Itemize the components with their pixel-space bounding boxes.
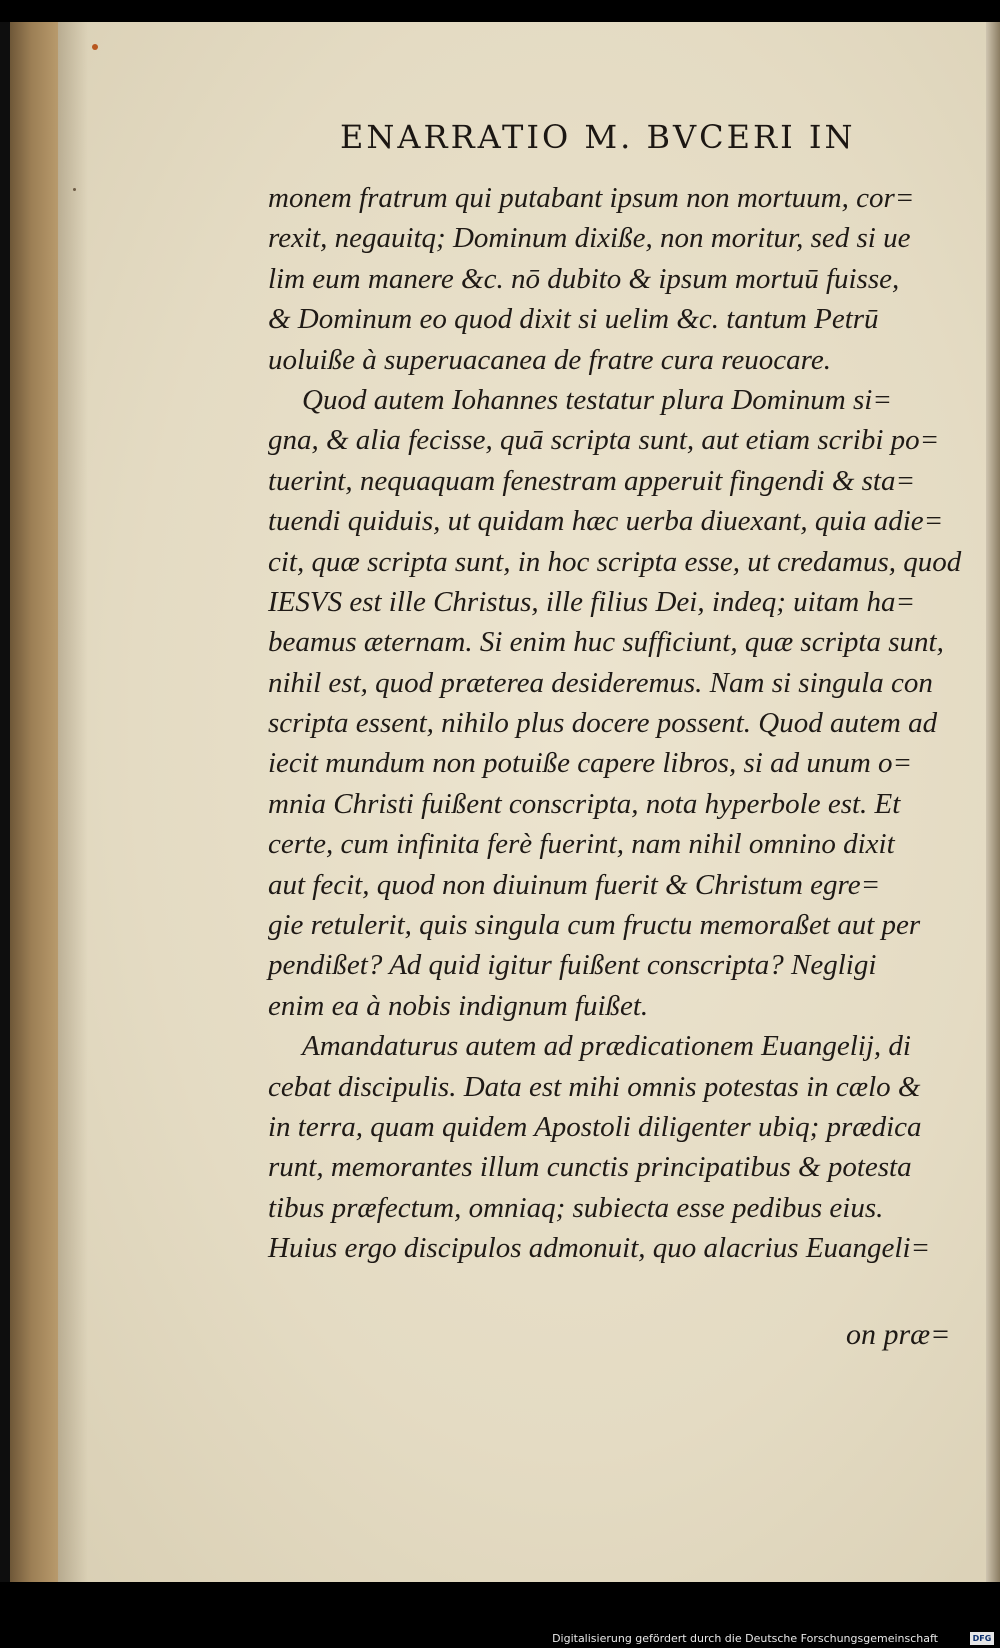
text-line: tibus præfectum, omniaq; subiecta esse pedibus eius. <box>268 1191 884 1224</box>
paper-stain <box>92 44 98 50</box>
text-line: gie retulerit, quis singula cum fructu memoraßet aut per <box>268 909 921 942</box>
text-line: pendißet? Ad quid igitur fuißent conscripta? Negligi <box>268 949 877 982</box>
text-line: rexit, negauitq; Dominum dixiße, non moritur, sed si ue <box>268 222 911 255</box>
book-page-edge <box>10 22 58 1582</box>
text-line: Huius ergo discipulos admonuit, quo alacrius Euangeli= <box>268 1232 931 1265</box>
paragraph-start-line: Amandaturus autem ad prædicationem Euangelij, di <box>302 1030 911 1063</box>
text-line: in terra, quam quidem Apostoli diligenter ubiq; prædica <box>268 1110 922 1143</box>
text-line: enim ea à nobis indignum fuißet. <box>268 989 649 1022</box>
text-line: IESVS est ille Christus, ille filius Dei, indeq; uitam ha= <box>268 585 916 618</box>
text-line: mnia Christi fuißent conscripta, nota hyperbole est. Et <box>268 787 901 820</box>
text-line: certe, cum infinita ferè fuerint, nam nihil omnino dixit <box>268 828 895 861</box>
text-line: aut fecit, quod non diuinum fuerit & Christum egre= <box>268 868 881 901</box>
text-line: gna, & alia fecisse, quā scripta sunt, aut etiam scribi po= <box>268 424 940 457</box>
text-line: uoluiße à superuacanea de fratre cura reuocare. <box>268 343 831 376</box>
running-header: ENARRATIO M. BVCERI IN <box>340 118 856 156</box>
text-line: cebat discipulis. Data est mihi omnis potestas in cælo & <box>268 1070 921 1103</box>
text-line: tuerint, nequaquam fenestram apperuit fingendi & sta= <box>268 464 916 497</box>
text-line: runt, memorantes illum cunctis principatibus & potesta <box>268 1151 912 1184</box>
text-line: cit, quæ scripta sunt, in hoc scripta esse, ut credamus, quod <box>268 545 962 578</box>
funding-credit: Digitalisierung gefördert durch die Deutsche Forschungsgemeinschaft <box>552 1632 938 1645</box>
paper-speck <box>73 188 76 191</box>
text-line: iecit mundum non potuiße capere libros, si ad unum o= <box>268 747 913 780</box>
dfg-logo: DFG <box>970 1632 994 1645</box>
paragraph-start-line: Quod autem Iohannes testatur plura Dominum si= <box>302 383 892 416</box>
text-line: nihil est, quod præterea desideremus. Nam si singula con <box>268 666 933 699</box>
text-line: & Dominum eo quod dixit si uelim &c. tantum Petrū <box>268 303 879 336</box>
catchword: on præ= <box>846 1318 951 1351</box>
text-line: tuendi quiduis, ut quidam hæc uerba diuexant, quia adie= <box>268 505 944 538</box>
book-right-edge <box>986 22 1000 1582</box>
text-line: lim eum manere &c. nō dubito & ipsum mortuū fuisse, <box>268 262 900 295</box>
scan-top-border <box>0 0 1000 22</box>
text-line: monem fratrum qui putabant ipsum non mortuum, cor= <box>268 182 915 214</box>
text-body <box>268 178 960 1269</box>
text-line: beamus æternam. Si enim huc sufficiunt, quæ scripta sunt, <box>268 626 944 659</box>
text-line: scripta essent, nihilo plus docere possent. Quod autem ad <box>268 707 938 740</box>
